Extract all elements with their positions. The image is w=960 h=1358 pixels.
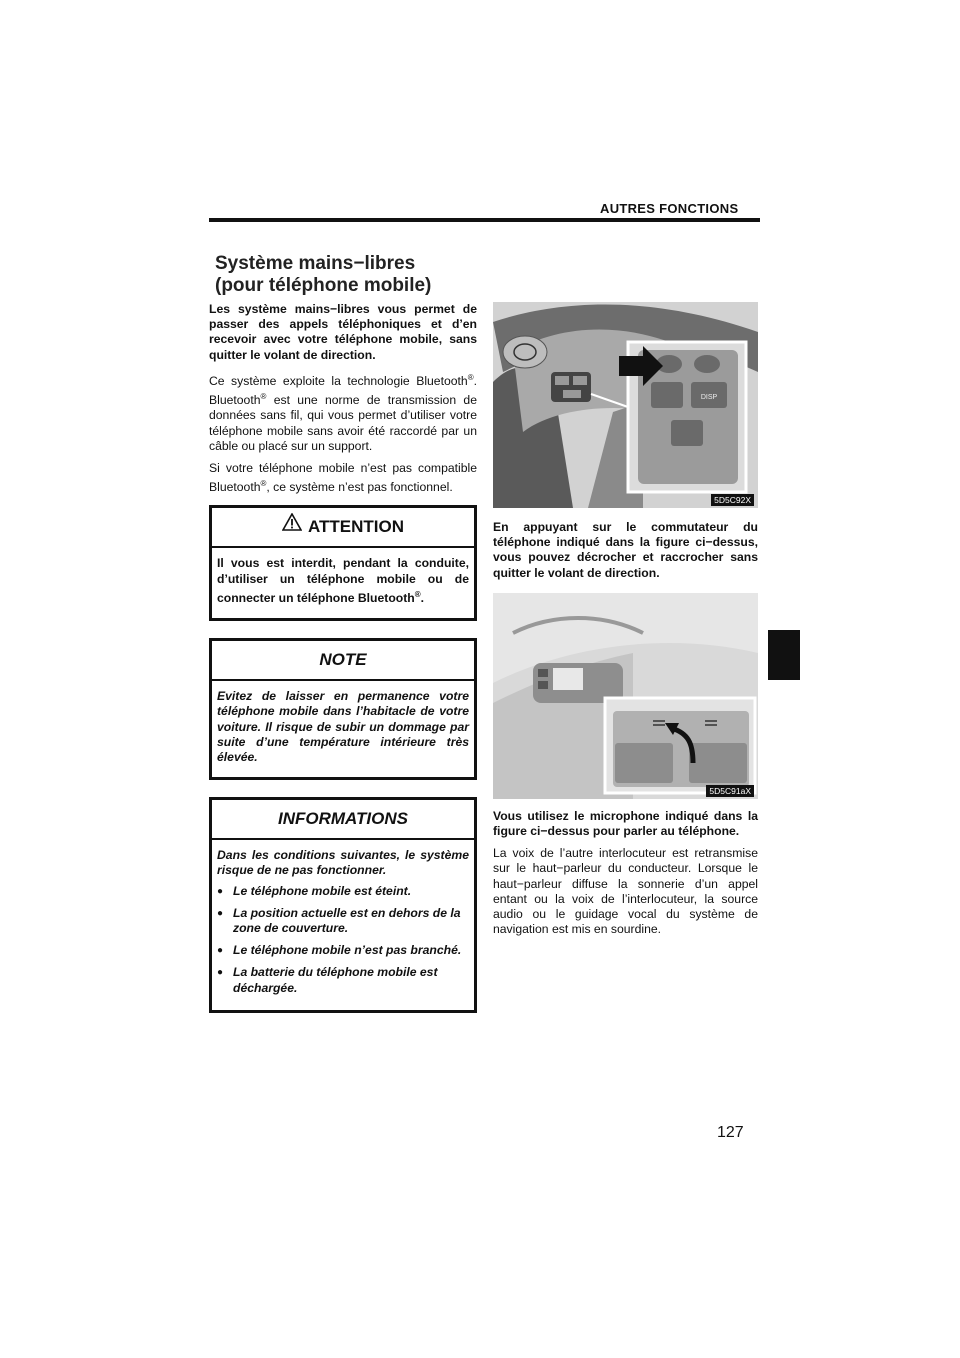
title-line-1: Système mains−libres xyxy=(215,253,416,274)
informations-box xyxy=(209,797,477,1013)
note-body xyxy=(212,681,474,777)
attention-heading: ATTENTION xyxy=(212,508,474,548)
informations-list xyxy=(217,884,469,996)
overhead-console-figure xyxy=(493,593,758,799)
warning-triangle-icon xyxy=(282,507,302,545)
list-item: ● La position actuelle est en dehors de la zone de couverture. xyxy=(217,906,469,936)
figure2-caption: Vous utilisez le microphone indiqué dans la figure ci−dessus pour parler au téléphone. xyxy=(493,808,758,839)
informations-heading: INFORMATIONS xyxy=(212,800,474,840)
title-line-2: (pour téléphone mobile) xyxy=(215,275,432,296)
note-heading: NOTE xyxy=(212,641,474,681)
compatibility-paragraph: Si votre téléphone mobile n’est pas compatible Bluetooth®, ce système n’est pas fonctionnel. xyxy=(209,460,477,495)
page-title xyxy=(215,253,431,297)
list-item: ● Le téléphone mobile est éteint. xyxy=(217,884,469,899)
figure-code: 5D5C91aX xyxy=(706,785,754,797)
microphone-illustration xyxy=(493,593,758,799)
bluetooth-paragraph: Ce système exploite la technologie Bluetooth®. Bluetooth® est une norme de transmission de données sans fil, qui vous permet d’utiliser votre téléphone mobile sans avoir été raccordé par un câble ou placé sur un support. xyxy=(209,372,477,453)
page-number: 127 xyxy=(717,1124,744,1141)
section-header: AUTRES FONCTIONS xyxy=(600,201,739,216)
note-box xyxy=(209,638,477,780)
steering-wheel-illustration xyxy=(493,302,758,508)
left-column xyxy=(209,302,477,1030)
informations-intro: Dans les conditions suivantes, le système risque de ne pas fonctionner. xyxy=(217,848,469,878)
attention-box xyxy=(209,505,477,621)
speaker-paragraph: La voix de l’autre interlocuteur est retransmise sur le haut−parleur du conducteur. Lorsque le haut−parleur diffuse la sonnerie d’un appel entant ou la voix de l’interlocuteur, la source audio ou le guidage vocal du système de navigation est mis en sourdine. xyxy=(493,846,758,937)
disp-label: DISP xyxy=(700,394,718,401)
figure1-caption: En appuyant sur le commutateur du téléphone indiqué dans la figure ci−dessus, vous pouvez décrocher et raccrocher sans quitter le volant de direction. xyxy=(493,520,758,580)
figure-code: 5D5C92X xyxy=(711,494,754,506)
informations-body xyxy=(212,840,474,1010)
attention-body xyxy=(212,548,474,618)
header-rule xyxy=(209,218,760,222)
chapter-tab xyxy=(768,630,800,680)
list-item: ● Le téléphone mobile n’est pas branché. xyxy=(217,943,469,958)
steering-wheel-figure xyxy=(493,302,758,508)
note-text: Evitez de laisser en permanence votre téléphone mobile dans l’habitacle de votre voiture. Il risque de subir un dommage par suite d’une température intérieure très élevée. xyxy=(217,689,469,764)
list-item: ● La batterie du téléphone mobile est déchargée. xyxy=(217,965,469,995)
attention-text: Il vous est interdit, pendant la conduite, d’utiliser un téléphone mobile ou de connecter un téléphone Bluetooth®. xyxy=(217,556,469,605)
intro-paragraph: Les système mains−libres vous permet de passer des appels téléphoniques et d’en recevoir avec votre téléphone mobile, sans quitter le volant de direction. xyxy=(209,302,477,362)
right-column xyxy=(493,302,758,944)
